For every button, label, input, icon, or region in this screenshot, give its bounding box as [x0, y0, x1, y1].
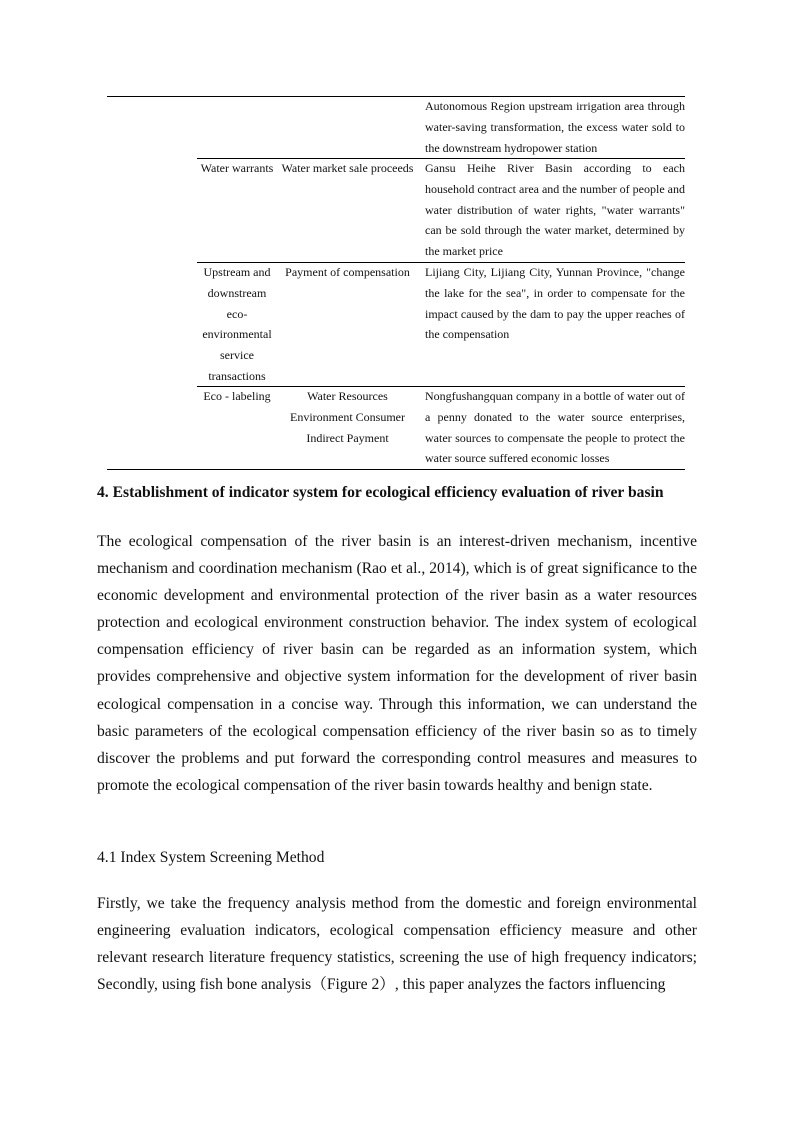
body-paragraph: The ecological compensation of the river basin is an interest-driven mechanism, incentive mechanism and coordination mechanism (Rao et al., 2014), which is of great significance to the economic development and environmental protection of the river basin as a water resources protection and ecological environment construction behavior. The index system of ecological compensation efficiency of river basin can be regarded as an information system, which provides comprehensive and objective system information for the development of river basin ecological compensation in a concise way. Through this information, we can understand the basic parameters of the ecological compensation efficiency of the river basin so as to timely discover the problems and put forward the corresponding control measures and measures to promote the ecological compensation of the river basin towards healthy and benign state.	[97, 533, 697, 794]
table-cell-type: Eco - labeling	[203, 389, 271, 403]
table-cell-example: Lijiang City, Lijiang City, Yunnan Province, "change the lake for the sea", in order to compensate for the impact caused by the dam to pay the upper reaches of the compensation	[425, 265, 685, 342]
table-cell-example: Autonomous Region upstream irrigation area through water-saving transformation, the excess water sold to the downstream hydropower station	[425, 99, 685, 155]
table-cell-mode: Payment of compensation	[285, 265, 410, 279]
table-cell-mode: Water market sale proceeds	[281, 161, 414, 175]
table-cell-type: Upstream and downstream eco-environmental service transactions	[202, 265, 272, 383]
table-cell-type: Water warrants	[200, 161, 274, 175]
table-cell-example: Nongfushangquan company in a bottle of water out of a penny donated to the water source enterprises, water sources to compensate the people to protect the water source suffered economic losses	[425, 389, 685, 466]
section-heading: 4. Establishment of indicator system for ecological efficiency evaluation of river basin	[97, 484, 664, 501]
subsection-heading: 4.1 Index System Screening Method	[97, 849, 325, 866]
table-bottom-rule	[107, 469, 685, 470]
table-cell-example: Gansu Heihe River Basin according to each household contract area and the number of people and water distribution of water rights, "water warrants" can be sold through the water market, determined by the market price	[425, 161, 685, 259]
body-paragraph: Firstly, we take the frequency analysis method from the domestic and foreign environmental engineering evaluation indicators, ecological compensation efficiency measure and other relevant research literature frequency statistics, screening the use of high frequency indicators; Secondly, using fish bone analysis（Figure 2）, this paper analyzes the factors influencing	[97, 895, 697, 994]
table-cell-mode: Water Resources Environment Consumer Indirect Payment	[290, 389, 405, 445]
